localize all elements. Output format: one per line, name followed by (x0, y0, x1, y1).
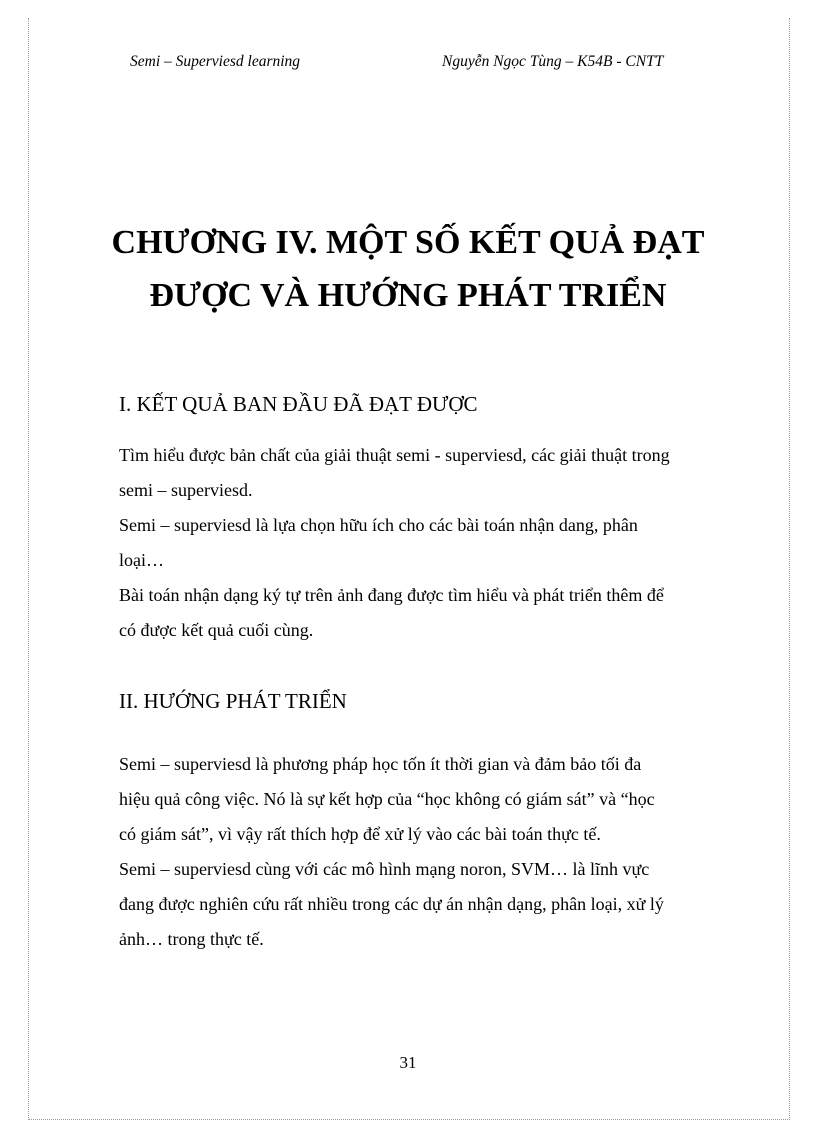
text-line: Bài toán nhận dạng ký tự trên ảnh đang được tìm hiểu và phát triển thêm để (119, 585, 664, 605)
text-line: Semi – superviesd cùng với các mô hình mạng noron, SVM… là lĩnh vực (119, 859, 650, 879)
section-2-body (119, 747, 664, 957)
section-1-heading: I. KẾT QUẢ BAN ĐẦU ĐÃ ĐẠT ĐƯỢC (119, 392, 478, 416)
section-1-body (119, 438, 670, 648)
text-line: semi – superviesd. (119, 480, 253, 500)
text-line: Semi – superviesd là lựa chọn hữu ích cho các bài toán nhận dang, phân (119, 515, 638, 535)
text-line: Tìm hiểu được bản chất của giải thuật semi - superviesd, các giải thuật trong (119, 445, 670, 465)
chapter-title-line-2: ĐƯỢC VÀ HƯỚNG PHÁT TRIỂN (149, 277, 667, 314)
text-line: có được kết quả cuối cùng. (119, 620, 314, 640)
section-2-heading: II. HƯỚNG PHÁT TRIỂN (119, 689, 347, 713)
text-line: hiệu quả công việc. Nó là sự kết hợp của “học không có giám sát” và “học (119, 789, 655, 809)
header-right: Nguyễn Ngọc Tùng – K54B - CNTT (442, 53, 664, 70)
text-line: Semi – superviesd là phương pháp học tốn ít thời gian và đảm bảo tối đa (119, 754, 642, 774)
page-number: 31 (399, 1053, 417, 1072)
chapter-title (0, 216, 816, 322)
text-line: ảnh… trong thực tế. (119, 929, 264, 949)
text-line: có giám sát”, vì vậy rất thích hợp để xử lý vào các bài toán thực tế. (119, 824, 601, 844)
chapter-title-line-1: CHƯƠNG IV. MỘT SỐ KẾT QUẢ ĐẠT (111, 224, 705, 261)
text-line: loại… (119, 550, 164, 570)
text-line: đang được nghiên cứu rất nhiều trong các dự án nhận dạng, phân loại, xử lý (119, 894, 664, 914)
header-left: Semi – Superviesd learning (130, 53, 301, 70)
